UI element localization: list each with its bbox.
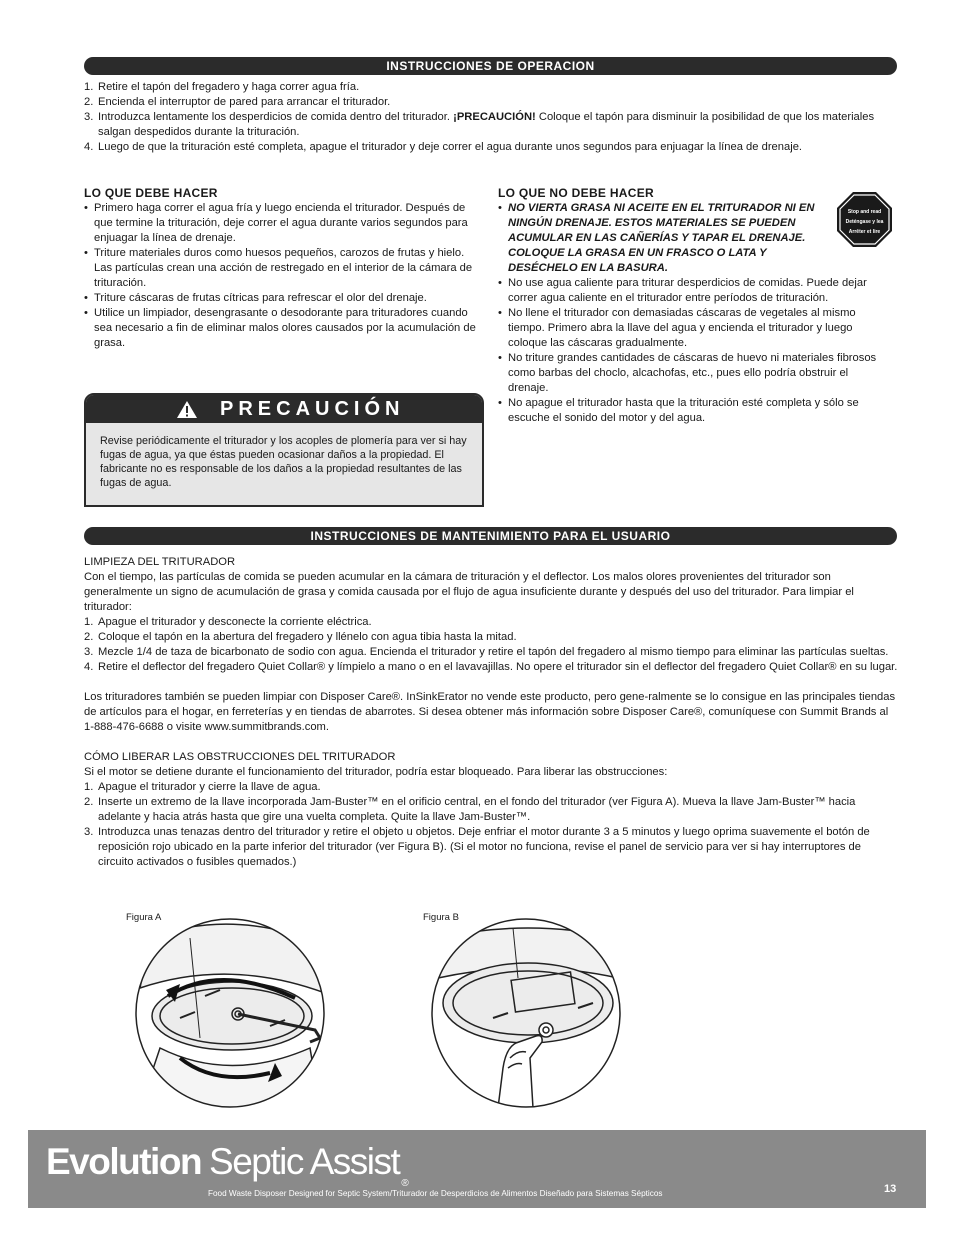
operation-section-header: INSTRUCCIONES DE OPERACION	[84, 57, 897, 75]
do-item: • Utilice un limpiador, desengrasante o desodorante para trituradores cuando sea necesario a fin de eliminar malos olores causados por la acumulación de grasa.	[84, 306, 482, 351]
do-title: LO QUE DEBE HACER	[84, 186, 218, 200]
figure-a-jam-buster-illustration	[120, 918, 340, 1108]
dont-item: • No apague el triturador hasta que la trituración esté completa y sólo se escuche el sonido del motor y del agua.	[498, 396, 890, 426]
do-item: • Primero haga correr el agua fría y luego encienda el triturador. Después de que termine la trituración, deje correr el agua durante varios segundos para enjuagar la línea de drenaje.	[84, 201, 482, 246]
jam-title: CÓMO LIBERAR LAS OBSTRUCCIONES DEL TRITURADOR	[84, 751, 396, 763]
operation-steps	[84, 80, 894, 155]
figure-b-reset-button-illustration	[418, 918, 638, 1108]
dont-item: • No use agua caliente para triturar desperdicios de comidas. Puede dejar correr agua caliente en el triturador entre períodos de trituración.	[498, 276, 890, 306]
cleaning-title: LIMPIEZA DEL TRITURADOR	[84, 556, 236, 568]
cleaning-step: 1. Apague el triturador y desconecte la corriente eléctrica.	[84, 616, 372, 628]
do-column	[84, 186, 482, 351]
stop-sign-line1: Stop and read	[847, 209, 882, 215]
jam-step: 3. Introduzca unas tenazas dentro del triturador y retire el objeto u objetos. Deje enfriar el motor durante 3 a 5 minutos y luego oprima suavemente el botón de reposición rojo ubicado en la parte inferior del triturador (ver Figura B). (Si el motor no funciona, revise el panel de servicio para ver si hay interruptores de circuito activados o fusibles quemados.)	[84, 826, 870, 868]
jam-step: 2. Inserte un extremo de la llave incorporada Jam-Buster™ en el orificio central, en el fondo del triturador (ver Figura A). Mueva la llave Jam-Buster™ hacia adelante y hacia atrás hasta que gire una vuelta completa. Quite la llave Jam-Buster™.	[84, 796, 856, 823]
precaution-text: Revise periódicamente el triturador y los acoples de plomería para ver si hay fugas de agua, ya que éstas pueden ocasionar daños a la propiedad. El fabricante no es responsable de los daños a la propiedad resultantes de las fugas de agua.	[100, 435, 467, 489]
figure-a-label: Figura A	[126, 912, 162, 923]
footer-band	[28, 1130, 926, 1208]
dont-item: • No llene el triturador con demasiadas cáscaras de vegetales al mismo tiempo. Primero abra la llave del agua y encienda el triturador y luego coloque las cáscaras gradualmente.	[498, 306, 890, 351]
operation-step: 1. Retire el tapón del fregadero y haga correr agua fría.	[84, 81, 360, 93]
cleaning-step: 3. Mezcle 1/4 de taza de bicarbonato de sodio con agua. Encienda el triturador y retire el tapón del fregadero al mismo tiempo para eliminar las partículas sueltas.	[84, 646, 889, 658]
do-item: • Triture materiales duros como huesos pequeños, carozos de frutas y hielo. Las partículas crean una acción de restregado en el interior de la cámara de trituración.	[84, 246, 482, 291]
stop-sign-line2: Deténgase y lea	[845, 219, 884, 225]
do-item: • Triture cáscaras de frutas cítricas para refrescar el olor del drenaje.	[84, 291, 482, 306]
maintenance-section-header: INSTRUCCIONES DE MANTENIMIENTO PARA EL USUARIO	[84, 527, 897, 545]
operation-step: 3. Introduzca lentamente los desperdicios de comida dentro del triturador. ¡PRECAUCIÓN! Coloque el tapón para disminuir la posibilidad de que los materiales salgan despedidos durante la trituración.	[84, 111, 875, 138]
dont-warning: • NO VIERTA GRASA NI ACEITE EN EL TRITURADOR NI EN NINGÚN DRENAJE. ESTOS MATERIALES SE PUEDEN ACUMULAR EN LAS CAÑERÍAS Y TAPAR EL DRENAJE. COLOQUE LA GRASA EN UN FRASCO O LATA Y DESÉCHELO EN LA BASURA.	[498, 201, 890, 276]
jam-step: 1. Apague el triturador y cierre la llave de agua.	[84, 781, 321, 793]
caution-inline: ¡PRECAUCIÓN!	[453, 111, 536, 123]
jam-intro: Si el motor se detiene durante el funcionamiento del triturador, podría estar bloqueado. Para liberar las obstrucciones:	[84, 766, 668, 778]
cleaning-step: 4. Retire el deflector del fregadero Quiet Collar® y límpielo a mano o en el lavavajillas. No opere el triturador sin el deflector del fregadero Quiet Collar® en su lugar.	[84, 661, 898, 673]
cleaning-step: 2. Coloque el tapón en la abertura del fregadero y llénelo con agua tibia hasta la mitad.	[84, 631, 517, 643]
footer-tagline: Food Waste Disposer Designed for Septic System/Triturador de Desperdicios de Alimentos Diseñado para Sistemas Sépticos	[208, 1189, 663, 1198]
precaution-header	[86, 395, 482, 423]
operation-step: 4. Luego de que la trituración esté completa, apague el triturador y deje correr el agua durante unos segundos para enjuagar la línea de drenaje.	[84, 141, 803, 153]
dont-title: LO QUE NO DEBE HACER	[498, 186, 655, 200]
operation-step: 2. Encienda el interruptor de pared para arrancar el triturador.	[84, 96, 391, 108]
dont-column	[498, 186, 890, 426]
cleaning-intro: Con el tiempo, las partículas de comida se pueden acumular en la cámara de trituración y el deflector. Los malos olores provenientes del triturador son generalmente un signo de acumulación de grasa y comida causada por el flujo de agua insuficiente durante y después del uso del triturador. Para limpiar el triturador:	[84, 571, 854, 613]
stop-sign-line3: Arrêter et lire	[848, 229, 881, 235]
page-number: 13	[884, 1183, 897, 1195]
disposer-care-text: Los trituradores también se pueden limpiar con Disposer Care®. InSinkErator no vende este producto, pero gene-ralmente se lo consigue en las principales tiendas de artículos para el hogar, en ferreterías y en tiendas de abarrotes. Si desea obtener más información sobre Disposer Care®, comuníquese con Summit Brands al 1-888-476-6688 o visite www.summitbrands.com.	[84, 691, 896, 733]
stop-sign-icon	[836, 191, 893, 248]
maintenance-content	[84, 555, 899, 870]
figure-b-label: Figura B	[423, 912, 459, 923]
brand-logo: Evolution Septic Assist®	[46, 1141, 409, 1189]
precaution-box	[84, 393, 484, 507]
warning-triangle-icon	[176, 400, 198, 419]
precaution-title: PRECAUCIÓN	[220, 398, 405, 420]
dont-item: • No triture grandes cantidades de cáscaras de huevo ni materiales fibrosos como barbas del choclo, alcachofas, etc., pues ello podría obstruir el drenaje.	[498, 351, 890, 396]
